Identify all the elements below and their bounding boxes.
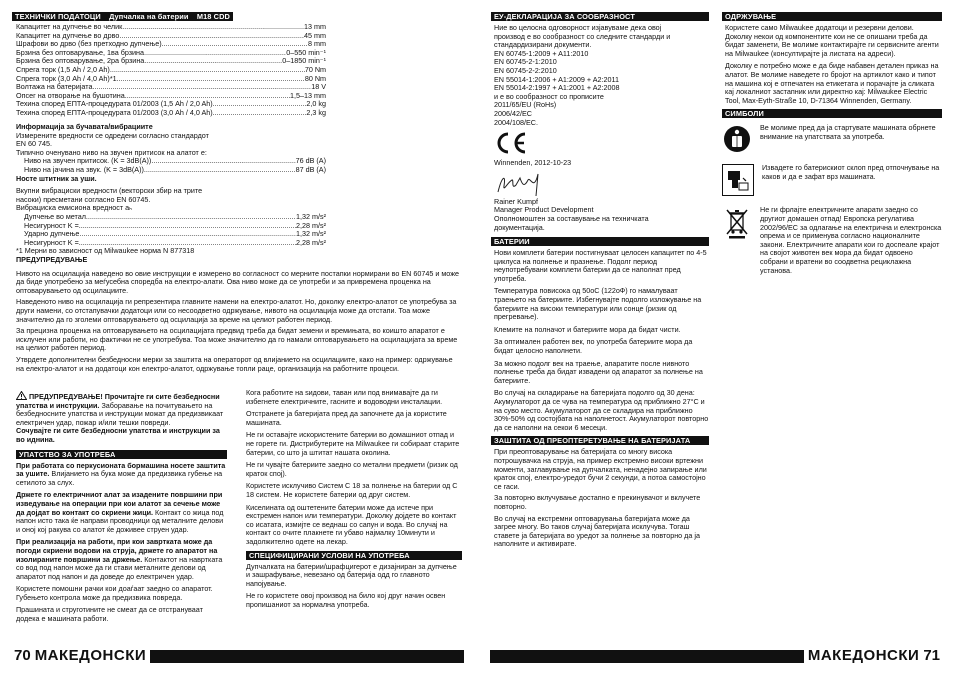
maintenance-column xyxy=(722,12,942,285)
spec-row-value: 2,3 kg xyxy=(306,108,326,117)
noise-title: Информација за бучавата/вибрациите xyxy=(16,122,153,131)
overload-paragraph: При преоптоварување на батеријата со многу висока потрошувачка на струја, на пример екстремно високи вртежни моменти, заглавување на дупчалката, ненадејно запирање или краток спој, електро-уредот бучи 2 секунди, а потоа самостојно се гаси. xyxy=(494,447,707,491)
eu-header: ЕУ-ДЕКЛАРАЦИЈА ЗА СООБРАЗНОСТ xyxy=(491,12,709,21)
maint-paras xyxy=(722,24,942,105)
dot-leader xyxy=(144,166,296,175)
dot-leader xyxy=(117,75,305,84)
eu-line: 2006/42/EC xyxy=(494,108,532,118)
noise-spec-row-label: Ниво на јачина на звук. (K = 3dB(A)) xyxy=(24,165,144,174)
spec-row xyxy=(16,109,326,118)
spec-row-value: 45 mm xyxy=(304,31,326,40)
battery-paragraph: Температура повисока од 50oC (122oФ) го намалуваат траењето на батериите. Избегнувајте подолго изложување на батериите на високи температури или сонце (ризик од прегревање). xyxy=(494,286,702,322)
symbol-weee xyxy=(722,206,942,275)
spec-row-value: 2,0 kg xyxy=(306,100,326,109)
right-page-language: МАКЕДОНСКИ xyxy=(807,646,920,664)
spec-row-value: 8 mm xyxy=(308,40,326,49)
spec-row xyxy=(16,66,326,75)
noise-section xyxy=(16,123,326,256)
vib-spec-row-label: Дупчење во метал xyxy=(24,212,86,221)
dot-leader xyxy=(213,109,307,118)
warning-section xyxy=(16,256,462,373)
vib-spec-row xyxy=(16,230,326,239)
spec-row-label: Брзина без оптоварување, 2ра брзина xyxy=(16,57,145,66)
dot-leader xyxy=(151,157,295,166)
signer-title: Manager Product Development xyxy=(494,205,594,215)
usage-item xyxy=(16,606,227,623)
signer-name: Rainer Kumpf xyxy=(494,196,538,206)
left-footer xyxy=(12,648,464,664)
spec-row xyxy=(16,100,326,109)
battery-paragraph: Клемите на полначот и батериите мора да бидат чисти. xyxy=(494,324,681,334)
conditions-paragraph: Не го користете овој производ на било кој друг начин освен пропишаниот за нормална употреба. xyxy=(246,591,446,609)
read-manual-icon xyxy=(722,124,752,154)
spec-row xyxy=(16,57,326,66)
vib-spec-row xyxy=(16,222,326,231)
tech-data-product: Дупчалка на батерии xyxy=(109,12,189,21)
mid-paragraph: Користете исклучиво Систем C 18 за полнење на батерии од C 18 систем. Не користете батерии од друг систем. xyxy=(246,481,458,499)
signer-note-1: Ополномоштен за составување на техничката xyxy=(494,213,649,223)
battery-paragraph: За оптимален работен век, по употреба батериите мора да бидат целосно наполнети. xyxy=(494,337,693,356)
symbol-read-manual xyxy=(722,124,942,154)
usage-item-bold: При реализација на работи, при кои завртката може да погоди скриени водови на струја, држете го апаратот на изолираните површини за држење. xyxy=(16,537,218,564)
eu-column xyxy=(491,12,709,552)
eu-line: производ е во сообразност со следните стандарди и xyxy=(494,31,671,41)
tech-data-model: M18 CDD xyxy=(196,12,230,21)
spec-row-label: Техина според ЕПТА-процедурата 01/2003 (1,5 Ah / 2,0 Ah) xyxy=(16,100,213,109)
middle-column xyxy=(246,389,462,613)
vib-line-2: насоки) пресметани согласно EN 60745. xyxy=(16,194,151,204)
usage-item-text: Користете помошни рачки кои доаѓаат заедно со апаратот. Губењето контрола може да предизвика повреда. xyxy=(16,584,213,602)
vib-spec-row-value: 2,28 m/s² xyxy=(296,221,326,230)
vib-spec-row-label: Несигурност K = xyxy=(24,238,79,247)
spec-row xyxy=(16,40,326,49)
spec-row-value: 0–1850 min⁻¹ xyxy=(282,57,326,66)
vib-spec-row-label: Несигурност K = xyxy=(24,221,79,230)
eu-line: EN 60745-2-2:2010 xyxy=(494,65,557,75)
noise-intro: Типично оченувано ниво на звучен притисок на алатот е: xyxy=(16,147,207,157)
battery-paragraph: Нови комплети батерии постигнуваат целосен капацитет по 4-5 циклуса на полнење и празнење. Подолг период неупотребувани комплети батерии да се наполнат пред употреба. xyxy=(494,248,707,283)
spec-row-label: Шрафови во дрво (без претходно дупчење) xyxy=(16,40,162,49)
spec-row-value: 0–550 min⁻¹ xyxy=(286,48,326,57)
warning-para-4: Утврдете дополнителни безбедносни мерки за заштита на операторот од влијанието на осцилациите, како на пример: одржување на електро-алатот и на додатоци кон електро-алатот, одржување топли раце, организација на работните процеси. xyxy=(16,354,453,373)
cond-paras xyxy=(246,563,462,610)
spec-row-value: 70 Nm xyxy=(304,65,326,74)
ce-mark-icon xyxy=(494,131,528,155)
usage-item xyxy=(16,585,227,602)
eu-line: EN 60745-1:2009 + A11:2010 xyxy=(494,48,589,58)
mid-paras xyxy=(246,389,462,547)
ear-protection: Носте штитник за уши. xyxy=(16,173,97,183)
usage-item-bold: При работата со перкусионата бормашина носете заштита за ушите. xyxy=(16,460,226,479)
vib-specs xyxy=(16,213,326,247)
tech-data-header xyxy=(12,12,233,21)
warning-para-2: Наведеното ниво на осцилација ги репрезентира главните намени на електро-алатот. Но, доколку електро-алатот се употребува за други намени, со отстапувачки додатоци или со несоодветно одржување, нивото на осцилација може да отстапи. Тоа може значително да го зголеми оптоварувањето од осцилација за време на целиот работен период. xyxy=(16,297,457,324)
right-footer-bar xyxy=(490,650,804,663)
noise-spec-row-label: Ниво на звучен притисок. (K = 3dB(A)) xyxy=(24,157,152,166)
ce-mark xyxy=(491,131,709,157)
spec-row-value: 1,5–13 mm xyxy=(290,91,326,100)
dot-leader xyxy=(79,222,296,231)
dot-leader xyxy=(144,57,282,66)
warning-para-1: Нивото на осцилација наведено во овие инструкции е измерено во согласност со мерните постапки нормирани во EN 60745 и може да биде употребено за меѓусебна споредба на електро-алати. Ова ниво може да се употреби и за привремена проценка на оптоварувањето од осцилациите. xyxy=(16,268,460,295)
conditions-paragraph: Дупчалката на батерии/шрафцигерот е дизајниран за дупчење и зашрафување, невезано од батерија одд го главното напојување. xyxy=(246,561,457,588)
spec-row-label: Техина според ЕПТА-процедурата 01/2003 (3,0 Ah / 4,0 Ah) xyxy=(16,108,213,117)
spec-row xyxy=(16,23,326,32)
noise-spec-row-value: 76 dB (A) xyxy=(295,157,326,166)
usage-item-text: Прашината и струготините не смеат да се отстрануваат додека е машината работи. xyxy=(16,605,203,624)
battery-header: БАТЕРИИ xyxy=(491,237,709,246)
symbol-text-1: Ве молиме пред да ја стартувате машината обрнете внимание на упатствата за употреба. xyxy=(760,123,936,141)
spec-row-label: Волтажа на батеријата xyxy=(16,83,93,92)
spec-row-label: Спрега торк (3,0 Ah / 4,0 Ah)*1 xyxy=(16,74,117,83)
usage-item-bold: Држете го електричниот алат за изадените површини при изведување на операции при кои алатот за сечење може да дојдат во контакт со скриени жици. xyxy=(16,490,223,517)
mid-paragraph: Не ги чувајте батериите заедно со метални предмети (ризик од краток спој). xyxy=(246,460,458,478)
crossed-bin-icon xyxy=(722,206,752,240)
spec-row xyxy=(16,92,326,101)
overload-paras xyxy=(491,448,709,549)
spec-row xyxy=(16,32,326,41)
symbol-remove-battery xyxy=(722,164,942,196)
tech-data-title: ТЕХНИЧКИ ПОДАТОЦИ xyxy=(15,12,101,21)
noise-line-1: Измерените вредности се одредени согласно стандардот xyxy=(16,130,209,140)
battery-paragraph: Во случај на складирање на батеријата подолго од 30 дена: Акумулаторот да се чува на температура од приближно 27°C и на суво место. Акумулаторот да се складира на приближно 30%-50% од состојбата на наполнетост. Акумулаторот повторно да се наполни на секои 6 месеци. xyxy=(494,388,709,432)
remove-battery-icon xyxy=(722,164,754,196)
battery-paras xyxy=(491,249,709,432)
warning-bold-1: ПРЕДУПРЕДУВАЊЕ! Прочитајте ги сите безбедносни упатства и инструкции. xyxy=(16,392,220,410)
warning-title: ПРЕДУПРЕДУВАЊЕ xyxy=(16,255,88,264)
dot-leader xyxy=(144,49,286,58)
overload-header: ЗАШТИТА ОД ПРЕОПТЕРЕТУВАЊЕ НА БАТЕРИЈАТА xyxy=(491,436,709,445)
vib-spec-row-label: Ударно дупчење xyxy=(24,230,80,239)
left-column-lower xyxy=(16,391,227,628)
eu-line: EN 60745-2-1:2010 xyxy=(494,57,557,67)
spec-row-label: Капацитет на дупчење во дрво xyxy=(16,31,120,40)
dot-leader xyxy=(110,66,305,75)
right-footer xyxy=(490,648,942,664)
left-footer-bar xyxy=(150,650,464,663)
spec-row-label: Брзина без оптоварување, 1ва брзина xyxy=(16,48,145,57)
dot-leader xyxy=(79,230,296,239)
usage-item xyxy=(16,538,227,581)
usage-item-text: Влијанието на бука може да предизвика губење на сетилото за слух. xyxy=(16,469,223,487)
overload-paragraph: За повторно вклучување достапно е прекинувачот и вклучете повторно. xyxy=(494,493,701,511)
eu-line: стандардизирани документи. xyxy=(494,40,592,50)
vib-line-1: Вкупни вибрациски вредности (векторски збир на трите xyxy=(16,186,203,196)
mid-paragraph: Отстранете ја батеријата пред да започнете да ја користите машината. xyxy=(246,409,447,427)
spec-row xyxy=(16,83,326,92)
maintenance-header: ОДРЖУВАЊЕ xyxy=(722,12,942,21)
dot-leader xyxy=(92,83,311,92)
spec-row-label: Капацитет на дупчење во челик xyxy=(16,23,123,31)
spec-row-value: 13 mm xyxy=(304,23,326,31)
usage-item-text: Контакт со жица под напон исто така ќе направи проводници од металните делови и оној кој ракува со алатот ќе доживее струен удар. xyxy=(16,507,224,534)
eu-lines xyxy=(491,24,709,127)
dot-leader xyxy=(122,23,304,32)
left-page-language: МАКЕДОНСКИ xyxy=(34,646,147,664)
spec-row-label: Опсег на отворање на бушотина xyxy=(16,91,125,100)
mid-paragraph: Кога работите на ѕидови, таван или под внимавајте да ги избегнете електричните, гасните и водоводни инсталации. xyxy=(246,388,443,406)
maintenance-paragraph: Користете само Milwaukee додатоци и резервни делови. Доколку некои од компонентите кои не се опишани треба да бидат заменети, Ве молиме контактирајте ги сервисните агенти на Milwaukee (консултирајте ја листата на адреси). xyxy=(725,23,939,58)
overload-paragraph: Во случај на екстремни оптоварувања батеријата може да загрее многу. Во таков случај батеријата исклучува. Тогаш ставете ја батеријата во уредот за полнење за повторно да ја наполните и активирате. xyxy=(494,513,700,549)
conditions-header: СПЕЦИФИЦИРАНИ УСЛОВИ НА УПОТРЕБА xyxy=(246,551,462,560)
signer-note-2: документација. xyxy=(494,222,545,232)
spec-list xyxy=(16,23,326,118)
dot-leader xyxy=(86,213,296,222)
eu-line: и е во сообразност со прописите xyxy=(494,91,604,101)
usage-header: УПАТСТВО ЗА УПОТРЕБА xyxy=(16,450,227,459)
maintenance-paragraph: Доколку е потребно може е да биде набавен детален приказ на алатот. Ве молиме наведете го бројот на артиклот како и типот на машина кој е отпечатен на етикетата и порачајте ја сликата кај локалниот застапник или директно кај: Milwaukee Electric Tool, Max-Eyth-Straße 10, D-71364 Winnenden, Germany. xyxy=(725,61,939,105)
symbol-text-3: Не ги фрлајте електричните апарати заедно со другиот домашен отпад! Европска регулатива 2002/96/EC за одлагање на електрична и електронска опрема и се применува согласно националните закони. Електричните апарати кои го доспеале крајот на својот животен век мора да бидат одвоено собрани и вратени во соодветна рециклажна установа. xyxy=(760,205,942,275)
warning-para-3: За прецизна проценка на оптоварувањето на осцилацијата предвид треба да бидат земени и времињата, во коишто апаратот е исклучен или работи, но фактички не се употребува. Тоа може значително да го намали оптоварувањето на осцилацијата за време на целиот работен период. xyxy=(16,326,458,353)
spec-row xyxy=(16,75,326,84)
right-page-number: 71 xyxy=(923,646,940,664)
eu-line: 2011/65/EU (RoHs) xyxy=(494,100,557,110)
vib-spec-row-value: 1,32 m/s² xyxy=(296,212,326,221)
left-column-1 xyxy=(12,12,233,21)
usage-item-text: Контактот на навртката со вод под напон може да ги стави металните делови од апаратот под напон и да доведе до електричен удар. xyxy=(16,554,223,581)
warning-bold-2: Сочувајте ги сите безбедносни упатства и инструкции за во иднина. xyxy=(16,426,220,444)
usage-item xyxy=(16,462,227,488)
safety-warning xyxy=(16,391,227,427)
signature-icon xyxy=(491,170,709,198)
vib-spec-row xyxy=(16,213,326,222)
warning-text-1: Заборавање на почитувањето на безбедносните упатства и инструкции можат да предизвикаат електричен удар, пожар и/или тешки повреди. xyxy=(16,400,224,427)
declaration-date: Winnenden, 2012-10-23 xyxy=(494,158,572,168)
noise-specs xyxy=(16,157,326,174)
mid-paragraph: Киселината од оштетените батерии може да истече при екстремен напон или температури. Доколку дојдете во контакт со исатата, измијте се веднаш со сапун и вода. Во случај на контакт со очите плакнете ги убаво најмалку 10минути и задолжително одете на лекар. xyxy=(246,502,457,546)
symbols-header: СИМБОЛИ xyxy=(722,109,942,118)
dot-leader xyxy=(125,92,290,101)
vib-spec-row-value: 1,32 m/s² xyxy=(296,230,326,239)
noise-spec-row-value: 87 dB (A) xyxy=(295,165,326,174)
spec-row-value: 18 V xyxy=(311,83,326,92)
dot-leader xyxy=(162,40,308,49)
battery-paragraph: За можно подолг век на траење, апаратите после нивното полнење треба да бидат извадени од апаратот за полнење на батериите. xyxy=(494,358,703,385)
spec-row-label: Спрега торк (1,5 Ah / 2,0 Ah) xyxy=(16,65,110,74)
vib-title: Вибрациска емисиона вредност aₕ xyxy=(16,203,133,213)
noise-spec-row xyxy=(16,157,326,166)
dot-leader xyxy=(213,100,307,109)
eu-line: 2004/108/EC. xyxy=(494,117,538,127)
eu-line: EN 55014-1:2006 + A1:2009 + A2:2011 xyxy=(494,74,619,84)
footnote: *1 Мерни во зависност од Milwaukee норма N 877318 xyxy=(16,246,195,256)
eu-line: EN 55014-2:1997 + A1:2001 + A2:2008 xyxy=(494,83,620,93)
spec-row-value: 80 Nm xyxy=(304,74,326,83)
symbol-text-2: Извадете го батерискиот склоп пред отпочнување на каков и да е зафат врз машината. xyxy=(762,163,940,181)
spec-row xyxy=(16,49,326,58)
noise-line-2: EN 60 745. xyxy=(16,139,52,149)
vib-spec-row-value: 2,28 m/s² xyxy=(296,238,326,247)
eu-line: Ние во целосна одговорност изјавуваме дека овој xyxy=(494,23,662,32)
usage-items xyxy=(16,462,227,624)
left-page-number: 70 xyxy=(14,646,31,664)
dot-leader xyxy=(119,32,304,41)
usage-item xyxy=(16,491,227,534)
mid-paragraph: Не ги оставајте искористените батерии во домашниот отпад и не горете ги. Дистрибутерите на Milwaukee ги собираат старите батерии, со што ја штитат нашата околина. xyxy=(246,430,460,457)
